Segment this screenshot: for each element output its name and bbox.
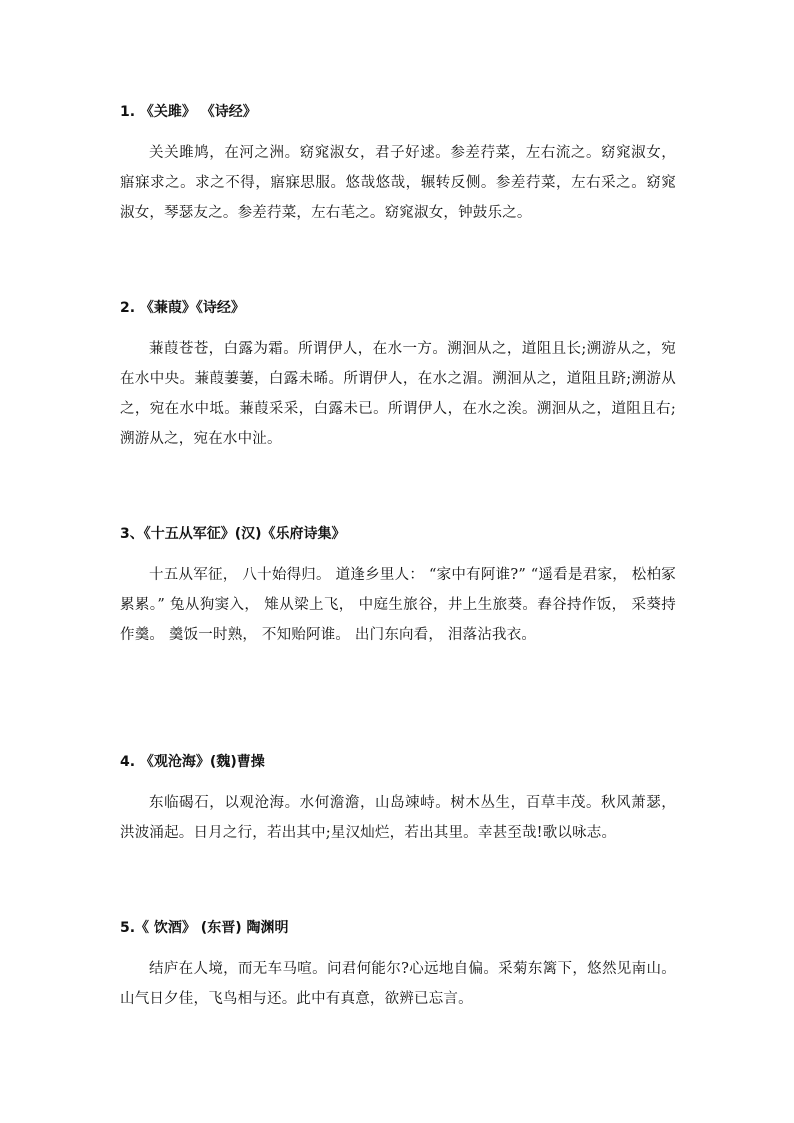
- poem-text: 结庐在人境，而无车马喧。问君何能尔?心远地自偏。采菊东篱下，悠然见南山。山气日夕佳，飞鸟相与还。此中有真意，欲辨已忘言。: [120, 961, 676, 1007]
- poem-title: 2. 《蒹葭》《诗经》: [120, 300, 245, 316]
- poem-text: 东临碣石，以观沧海。水何澹澹，山岛竦峙。树木丛生，百草丰茂。秋风萧瑟，洪波涌起。日月之行，若出其中;星汉灿烂，若出其里。幸甚至哉!歌以咏志。: [120, 795, 676, 841]
- poem-title: 3、《十五从军征》(汉)《乐府诗集》: [120, 526, 346, 542]
- poem-text: 十五从军征， 八十始得归。 道逢乡里人： “家中有阿谁?” “遥看是君家， 松柏冢累累。” 兔从狗窦入， 雉从梁上飞， 中庭生旅谷，井上生旅葵。舂谷持作饭， 采葵持作羹。 羹饭一时熟， 不知贻阿谁。 出门东向看， 泪落沾我衣。: [120, 567, 676, 643]
- poem-section: [120, 918, 676, 1014]
- poem-section: [120, 524, 676, 650]
- poem-title: 1. 《关雎》 《诗经》: [120, 104, 257, 120]
- poem-text: 蒹葭苍苍，白露为霜。所谓伊人，在水一方。溯洄从之，道阻且长;溯游从之，宛在水中央。蒹葭萋萋，白露未晞。所谓伊人，在水之湄。溯洄从之，道阻且跻;溯游从之，宛在水中坻。蒹葭采采，白露未已。所谓伊人，在水之涘。溯洄从之，道阻且右;溯游从之，宛在水中沚。: [120, 341, 676, 447]
- poem-title: 4. 《观沧海》(魏)曹操: [120, 754, 265, 770]
- poem-text: 关关雎鸠，在河之洲。窈窕淑女，君子好逑。参差荇菜，左右流之。窈窕淑女，寤寐求之。求之不得，寤寐思服。悠哉悠哉，辗转反侧。参差荇菜，左右采之。窈窕淑女，琴瑟友之。参差荇菜，左右芼之。窈窕淑女，钟鼓乐之。: [120, 145, 676, 221]
- poem-section: [120, 298, 676, 454]
- poem-section: [120, 102, 676, 228]
- poem-title: 5.《 饮酒》 (东晋) 陶渊明: [120, 920, 289, 936]
- poem-section: [120, 752, 676, 848]
